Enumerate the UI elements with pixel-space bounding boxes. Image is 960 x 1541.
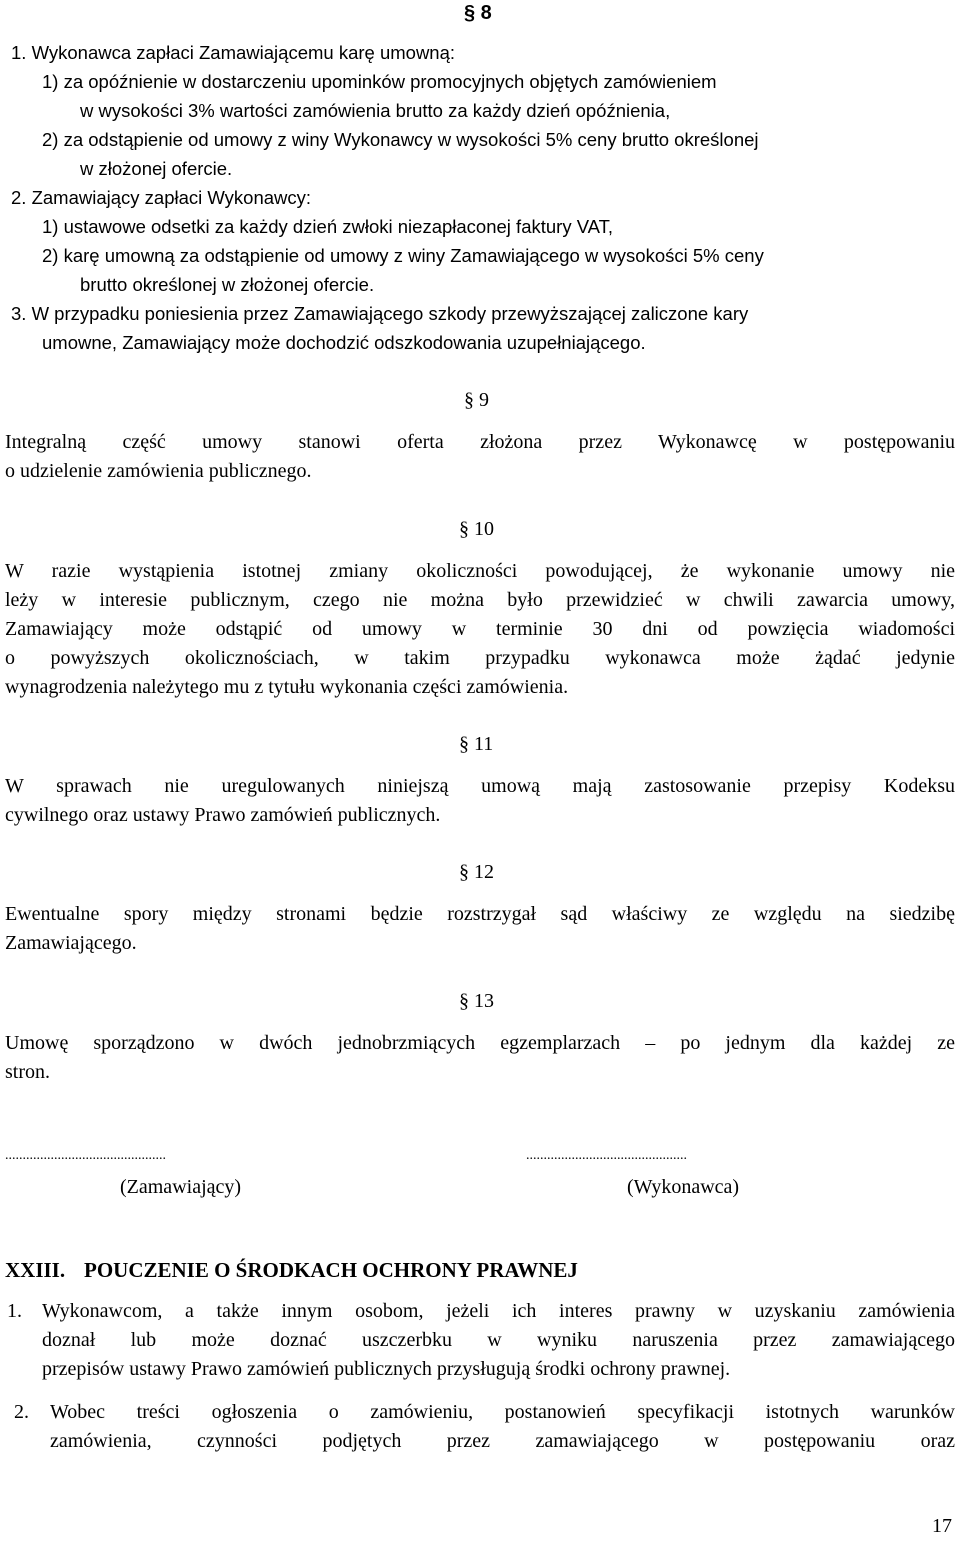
- s8-p1-item1a: 1) za opóźnienie w dostarczeniu upominków promocyjnych objętych zamówieniem: [42, 71, 717, 92]
- s12-line1: Ewentualne spory między stronami będzie rozstrzygał sąd właściwy ze względu na siedzibę: [5, 903, 955, 925]
- s8-p1-item2b: w złożonej ofercie.: [80, 158, 233, 179]
- xxiii-item1-number: 1.: [7, 1300, 22, 1322]
- xxiii-item1-line2: doznał lub może doznać uszczerbku w wyniku naruszenia przez zamawiającego: [42, 1329, 955, 1351]
- xxiii-item2-number: 2.: [14, 1401, 29, 1423]
- s9-line2: o udzielenie zamówienia publicznego.: [5, 460, 312, 482]
- signature-label-right: (Wykonawca): [627, 1176, 740, 1198]
- s10-line3: Zamawiający może odstąpić od umowy w terminie 30 dni od powzięcia wiadomości: [5, 618, 955, 640]
- s12-line2: Zamawiającego.: [5, 932, 137, 954]
- s13-line1: Umowę sporządzono w dwóch jednobrzmiących egzemplarzach – po jednym dla każdej ze: [5, 1032, 955, 1054]
- s8-p2-item2a: 2) karę umowną za odstąpienie od umowy z winy Zamawiającego w wysokości 5% ceny: [42, 245, 764, 266]
- s8-p2: 2. Zamawiający zapłaci Wykonawcy:: [11, 187, 312, 208]
- s10-line5: wynagrodzenia należytego mu z tytułu wykonania części zamówienia.: [5, 676, 569, 698]
- xxiii-item1-line3: przepisów ustawy Prawo zamówień publicznych przysługują środki ochrony prawnej.: [42, 1358, 731, 1380]
- xxiii-item2-line1: Wobec treści ogłoszenia o zamówieniu, postanowień specyfikacji istotnych warunków: [50, 1401, 955, 1423]
- s13-line2: stron.: [5, 1061, 50, 1083]
- s8-p1-item2a: 2) za odstąpienie od umowy z winy Wykonawcy w wysokości 5% ceny brutto określonej: [42, 129, 759, 150]
- section-xxiii-number: XXIII.: [5, 1258, 66, 1282]
- page-number: 17: [932, 1515, 952, 1537]
- s11-line1: W sprawach nie uregulowanych niniejszą umową mają zastosowanie przepisy Kodeksu: [5, 775, 955, 797]
- signature-label-left: (Zamawiający): [120, 1176, 242, 1198]
- s8-p1-item1b: w wysokości 3% wartości zamówienia brutto za każdy dzień opóźnienia,: [80, 100, 671, 121]
- section-xxiii-title: POUCZENIE O ŚRODKACH OCHRONY PRAWNEJ: [84, 1258, 578, 1282]
- signature-line-left: ..............................................: [5, 1148, 166, 1163]
- xxiii-item1-line1: Wykonawcom, a także innym osobom, jeżeli ich interes prawny w uzyskaniu zamówienia: [42, 1300, 955, 1322]
- xxiii-item2-line2: zamówienia, czynności podjętych przez zamawiającego w postępowaniu oraz: [50, 1430, 955, 1452]
- s8-p3b: umowne, Zamawiający może dochodzić odszkodowania uzupełniającego.: [42, 332, 646, 353]
- section-11-title: § 11: [459, 733, 494, 755]
- section-12-title: § 12: [459, 861, 494, 883]
- s8-p2-item2b: brutto określonej w złożonej ofercie.: [80, 274, 375, 295]
- s10-line2: leży w interesie publicznym, czego nie można było przewidzieć w chwili zawarcia umowy,: [5, 589, 955, 611]
- s8-p1: 1. Wykonawca zapłaci Zamawiającemu karę umowną:: [11, 42, 456, 63]
- s10-line1: W razie wystąpienia istotnej zmiany okoliczności powodującej, że wykonanie umowy nie: [5, 560, 955, 582]
- section-8-title: § 8: [464, 2, 492, 24]
- section-9-title: § 9: [464, 389, 489, 411]
- s8-p2-item1: 1) ustawowe odsetki za każdy dzień zwłoki niezapłaconej faktury VAT,: [42, 216, 614, 237]
- signature-line-right: ..............................................: [526, 1148, 687, 1163]
- s10-line4: o powyższych okolicznościach, w takim przypadku wykonawca może żądać jedynie: [5, 647, 955, 669]
- s11-line2: cywilnego oraz ustawy Prawo zamówień publicznych.: [5, 804, 441, 826]
- s8-p3a: 3. W przypadku poniesienia przez Zamawiającego szkody przewyższającej zaliczone kary: [11, 303, 749, 324]
- section-10-title: § 10: [459, 518, 494, 540]
- section-13-title: § 13: [459, 990, 494, 1012]
- s9-line1: Integralną część umowy stanowi oferta złożona przez Wykonawcę w postępowaniu: [5, 431, 955, 453]
